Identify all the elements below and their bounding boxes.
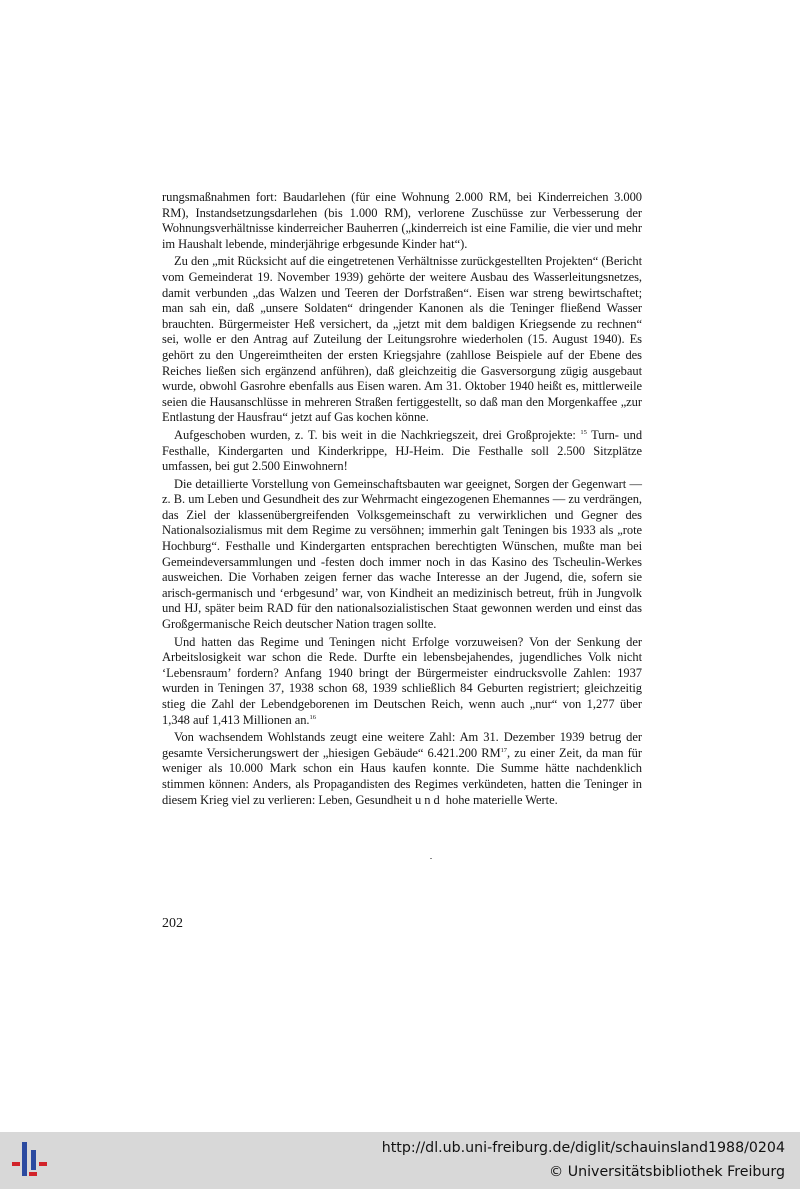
paragraph-5	[162, 635, 642, 729]
page-number: 202	[162, 916, 183, 931]
paragraph-2-text: Zu den „mit Rücksicht auf die eingetretenen Verhältnisse zurückgestellten Projekten“ (Bericht vom Gemeinderat 19. November 1939) gehörte der weitere Ausbau des Wasserleitungsnetzes, damit verbunden „das Walzen und Teeren der Dorfstraßen“. Eisen war streng bewirtschaftet; man sah ein, daß „unsere Soldaten“ dringender Kanonen als die Teninger fließend Wasser brauchten. Bürgermeister Heß versichert, da „jetzt mit dem baldigen Kriegsende zu rechnen“ sei, wolle er den Antrag auf Zuteilung der Leitungsrohre wiederholen (15. August 1940). Es gehört zu den Ungereimtheiten der ersten Kriegsjahre (zahllose Beispiele auf der Ebene des Reiches ließen sich ergänzend anführen), daß gleichzeitig die Gasversorgung zügig ausgebaut wurde, obwohl Gasrohre ebenfalls aus Eisen waren. Am 31. Oktober 1940 heißt es, mittlerweile seien die Hausanschlüsse in mehreren Straßen fertiggestellt, so daß man den Morgenkaffee „zur Entlastung der Hausfrau“ jetzt auf Gas kochen könne.	[162, 254, 642, 425]
paragraph-1-text: rungsmaßnahmen fort: Baudarlehen (für eine Wohnung 2.000 RM, bei Kinderreichen 3.000 RM), Instandsetzungsdarlehen (bis 1.000 RM), verlorene Zuschüsse zur Verbesserung der Wohnungsverhältnisse kinderreicher Bauherren („kinderreich ist eine Familie, die vier und mehr im Haushalt lebende, minderjährige erbgesunde Kinder hat“).	[162, 190, 642, 251]
footnote-ref-17: 17	[500, 746, 507, 754]
scan-artifact	[430, 858, 432, 859]
paragraph-6	[162, 730, 642, 808]
paragraph-4	[162, 477, 642, 633]
paragraph-2	[162, 254, 642, 426]
paragraph-5-text: Und hatten das Regime und Teningen nicht Erfolge vorzuweisen? Von der Senkung der Arbeitslosigkeit war schon die Rede. Durfte ein lebensbejahendes, jugendliches Volk nicht ‘Lebensraum’ fordern? Anfang 1940 bringt der Bürgermeister eindrucksvolle Zahlen: 1937 wurden in Teningen 37, 1938 schon 68, 1939 schließlich 84 Geburten registriert; gleichzeitig stieg die Zahl der Lebendgeborenen im Deutschen Reich, wenn auch „nur“ von 1,277 über 1,348 auf 1,413 Millionen an.	[162, 634, 642, 727]
copyright-notice: © Universitätsbibliothek Freiburg	[549, 1164, 785, 1180]
paragraph-6-spaced-word: und	[414, 792, 443, 807]
paragraph-6-text-end: hohe materielle Werte.	[442, 792, 558, 807]
source-url-link[interactable]: http://dl.ub.uni-freiburg.de/diglit/schauinsland1988/0204	[381, 1140, 785, 1156]
paragraph-3-text-after: Turn- und Festhalle, Kindergarten und Kinderkrippe, HJ-Heim. Die Festhalle soll 2.500 Sitzplätze umfassen, bei gut 2.500 Einwohnern!	[162, 427, 643, 474]
paragraph-6-text-after: , zu einer Zeit, da man für weniger als 10.000 Mark schon ein Haus kaufen konnte. Die Summe hätte nachdenklich stimmen können: Anders, als Propagandisten des Regimes verkündeten, hatten die Teninger in diesem Krieg viel zu verlieren: Leben, Gesundheit	[162, 745, 642, 807]
footnote-ref-15: 15	[580, 428, 587, 436]
paragraph-3	[162, 428, 642, 475]
footnote-ref-16: 16	[309, 713, 316, 721]
library-footer	[0, 1132, 800, 1189]
body-text	[162, 190, 642, 808]
paragraph-3-text: Aufgeschoben wurden, z. T. bis weit in die Nachkriegszeit, drei Großprojekte:	[174, 427, 576, 442]
paragraph-4-text: Die detaillierte Vorstellung von Gemeinschaftsbauten war geeignet, Sorgen der Gegenwart — z. B. um Leben und Gesundheit des zur Wehrmacht eingezogenen Ehemannes — zu verdrängen, das Ziel der klassenübergreifenden Volksgemeinschaft zu verwirklichen und Gegner des Nationalsozialismus mit dem Regime zu versöhnen; immerhin galt Teningen bis 1933 als „rote Hochburg“. Festhalle und Kindergarten entsprachen berechtigten Wünschen, mußte man bei Gemeindeversammlungen und -festen doch immer noch in das Kasino des Tscheulin-Werkes ausweichen. Die Vorhaben zeigen ferner das wache Interesse an der Jugend, die, sofern sie arisch-germanisch und ‘erbgesund’ war, von Kindheit an medizinisch betreut, früh in Jungvolk und HJ, später beim RAD für den nationalsozialistischen Staat gewonnen werden und einst das Großgermanische Reich deutscher Nation tragen sollte.	[162, 476, 642, 632]
paragraph-1	[162, 190, 642, 252]
paragraph-6-text: Von wachsendem Wohlstands zeugt eine weitere Zahl: Am 31. Dezember 1939 betrug der gesamte Versicherungswert der „hiesigen Gebäude“ 6.421.200 RM	[162, 730, 642, 760]
ub-freiburg-logo-icon[interactable]	[10, 1140, 52, 1180]
